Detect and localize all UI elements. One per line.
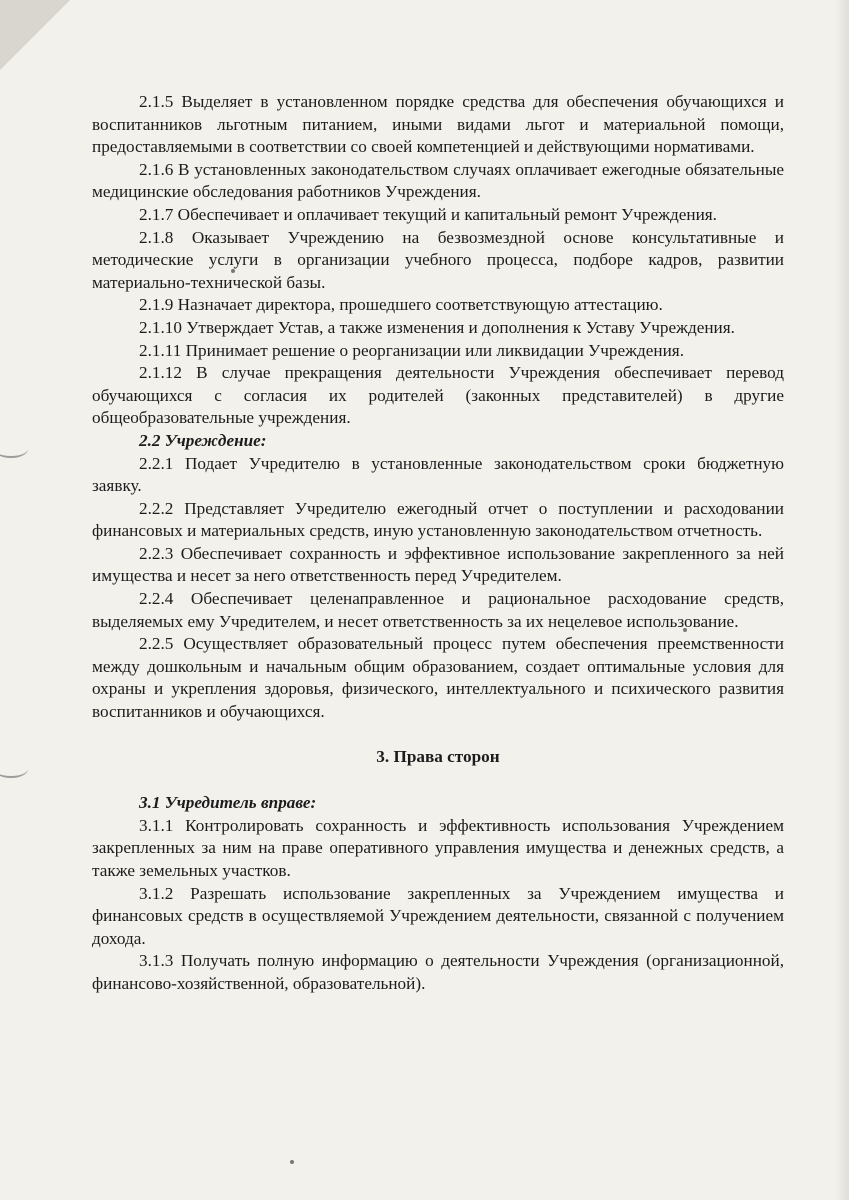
folded-corner [0, 0, 70, 70]
paragraph: 2.1.11 Принимает решение о реорганизации или ликвидации Учреждения. [139, 340, 684, 360]
paragraph: 3.1.2 Разрешать использование закрепленных за Учреждением имущества и финансовых средств в осуществляемой Учреждением деятельности, связанной с получением дохода. [92, 883, 784, 948]
paragraph: 2.1.8 Оказывает Учреждению на безвозмездной основе консультативные и методические услуги в организации учебного процесса, подборе кадров, развитии материально-технической базы. [92, 227, 784, 292]
paragraph: 2.2.1 Подает Учредителю в установленные законодательством сроки бюджетную заявку. [92, 453, 784, 496]
page-edge-shadow [835, 0, 849, 1200]
paragraph: 3.1.3 Получать полную информацию о деятельности Учреждения (организационной, финансово-хозяйственной, образовательной). [92, 951, 784, 993]
paragraph: 2.1.10 Утверждает Устав, а также изменения и дополнения к Уставу Учреждения. [139, 317, 735, 337]
paragraph: 2.1.12 В случае прекращения деятельности Учреждения обеспечивает перевод обучающихся с согласия их родителей (законных представителей) в другие общеобразовательные учреждения. [92, 363, 784, 428]
paragraph: 2.2.5 Осуществляет образовательный процесс путем обеспечения преемственности между дошкольным и начальным общим образованием, создает оптимальные условия для охраны и укрепления здоровья, физического, интеллектуального и психического развития воспитанников и обучающихся. [92, 634, 784, 722]
paragraph: 2.1.6 В установленных законодательством случаях оплачивает ежегодные обязательные медицинские обследования работников Учреждения. [92, 159, 784, 202]
section-heading: 3. Права сторон [376, 746, 500, 766]
paragraph: 2.1.5 Выделяет в установленном порядке средства для обеспечения обучающихся и воспитанников льготным питанием, иными видами льгот и материальной помощи, предоставляемыми в соответствии со своей компетенцией и действующими нормативами. [92, 92, 784, 157]
punch-hole-mark [0, 760, 28, 778]
scan-speck [290, 1160, 294, 1164]
paragraph: 2.2.2 Представляет Учредителю ежегодный отчет о поступлении и расходовании финансовых и материальных средств, иную установленную законодательством отчетность. [92, 498, 784, 541]
paragraph: 2.1.7 Обеспечивает и оплачивает текущий и капитальный ремонт Учреждения. [139, 204, 717, 224]
paragraph: 2.2.3 Обеспечивает сохранность и эффективное использование закрепленного за ней имущества и несет за него ответственность перед Учредителем. [92, 543, 784, 586]
document-body [92, 91, 784, 996]
paragraph: 2.1.9 Назначает директора, прошедшего соответствующую аттестацию. [139, 295, 663, 315]
subheading-2-2: 2.2 Учреждение: [139, 430, 267, 450]
punch-hole-mark [0, 440, 28, 458]
subheading-3-1: 3.1 Учредитель вправе: [139, 793, 317, 813]
paragraph: 2.2.4 Обеспечивает целенаправленное и рациональное расходование средств, выделяемых ему Учредителем, и несет ответственность за их нецелевое использование. [92, 589, 784, 631]
paragraph: 3.1.1 Контролировать сохранность и эффективность использования Учреждением закрепленных за ним на праве оперативного управления имущества и денежных средств, а также земельных участков. [92, 815, 784, 880]
